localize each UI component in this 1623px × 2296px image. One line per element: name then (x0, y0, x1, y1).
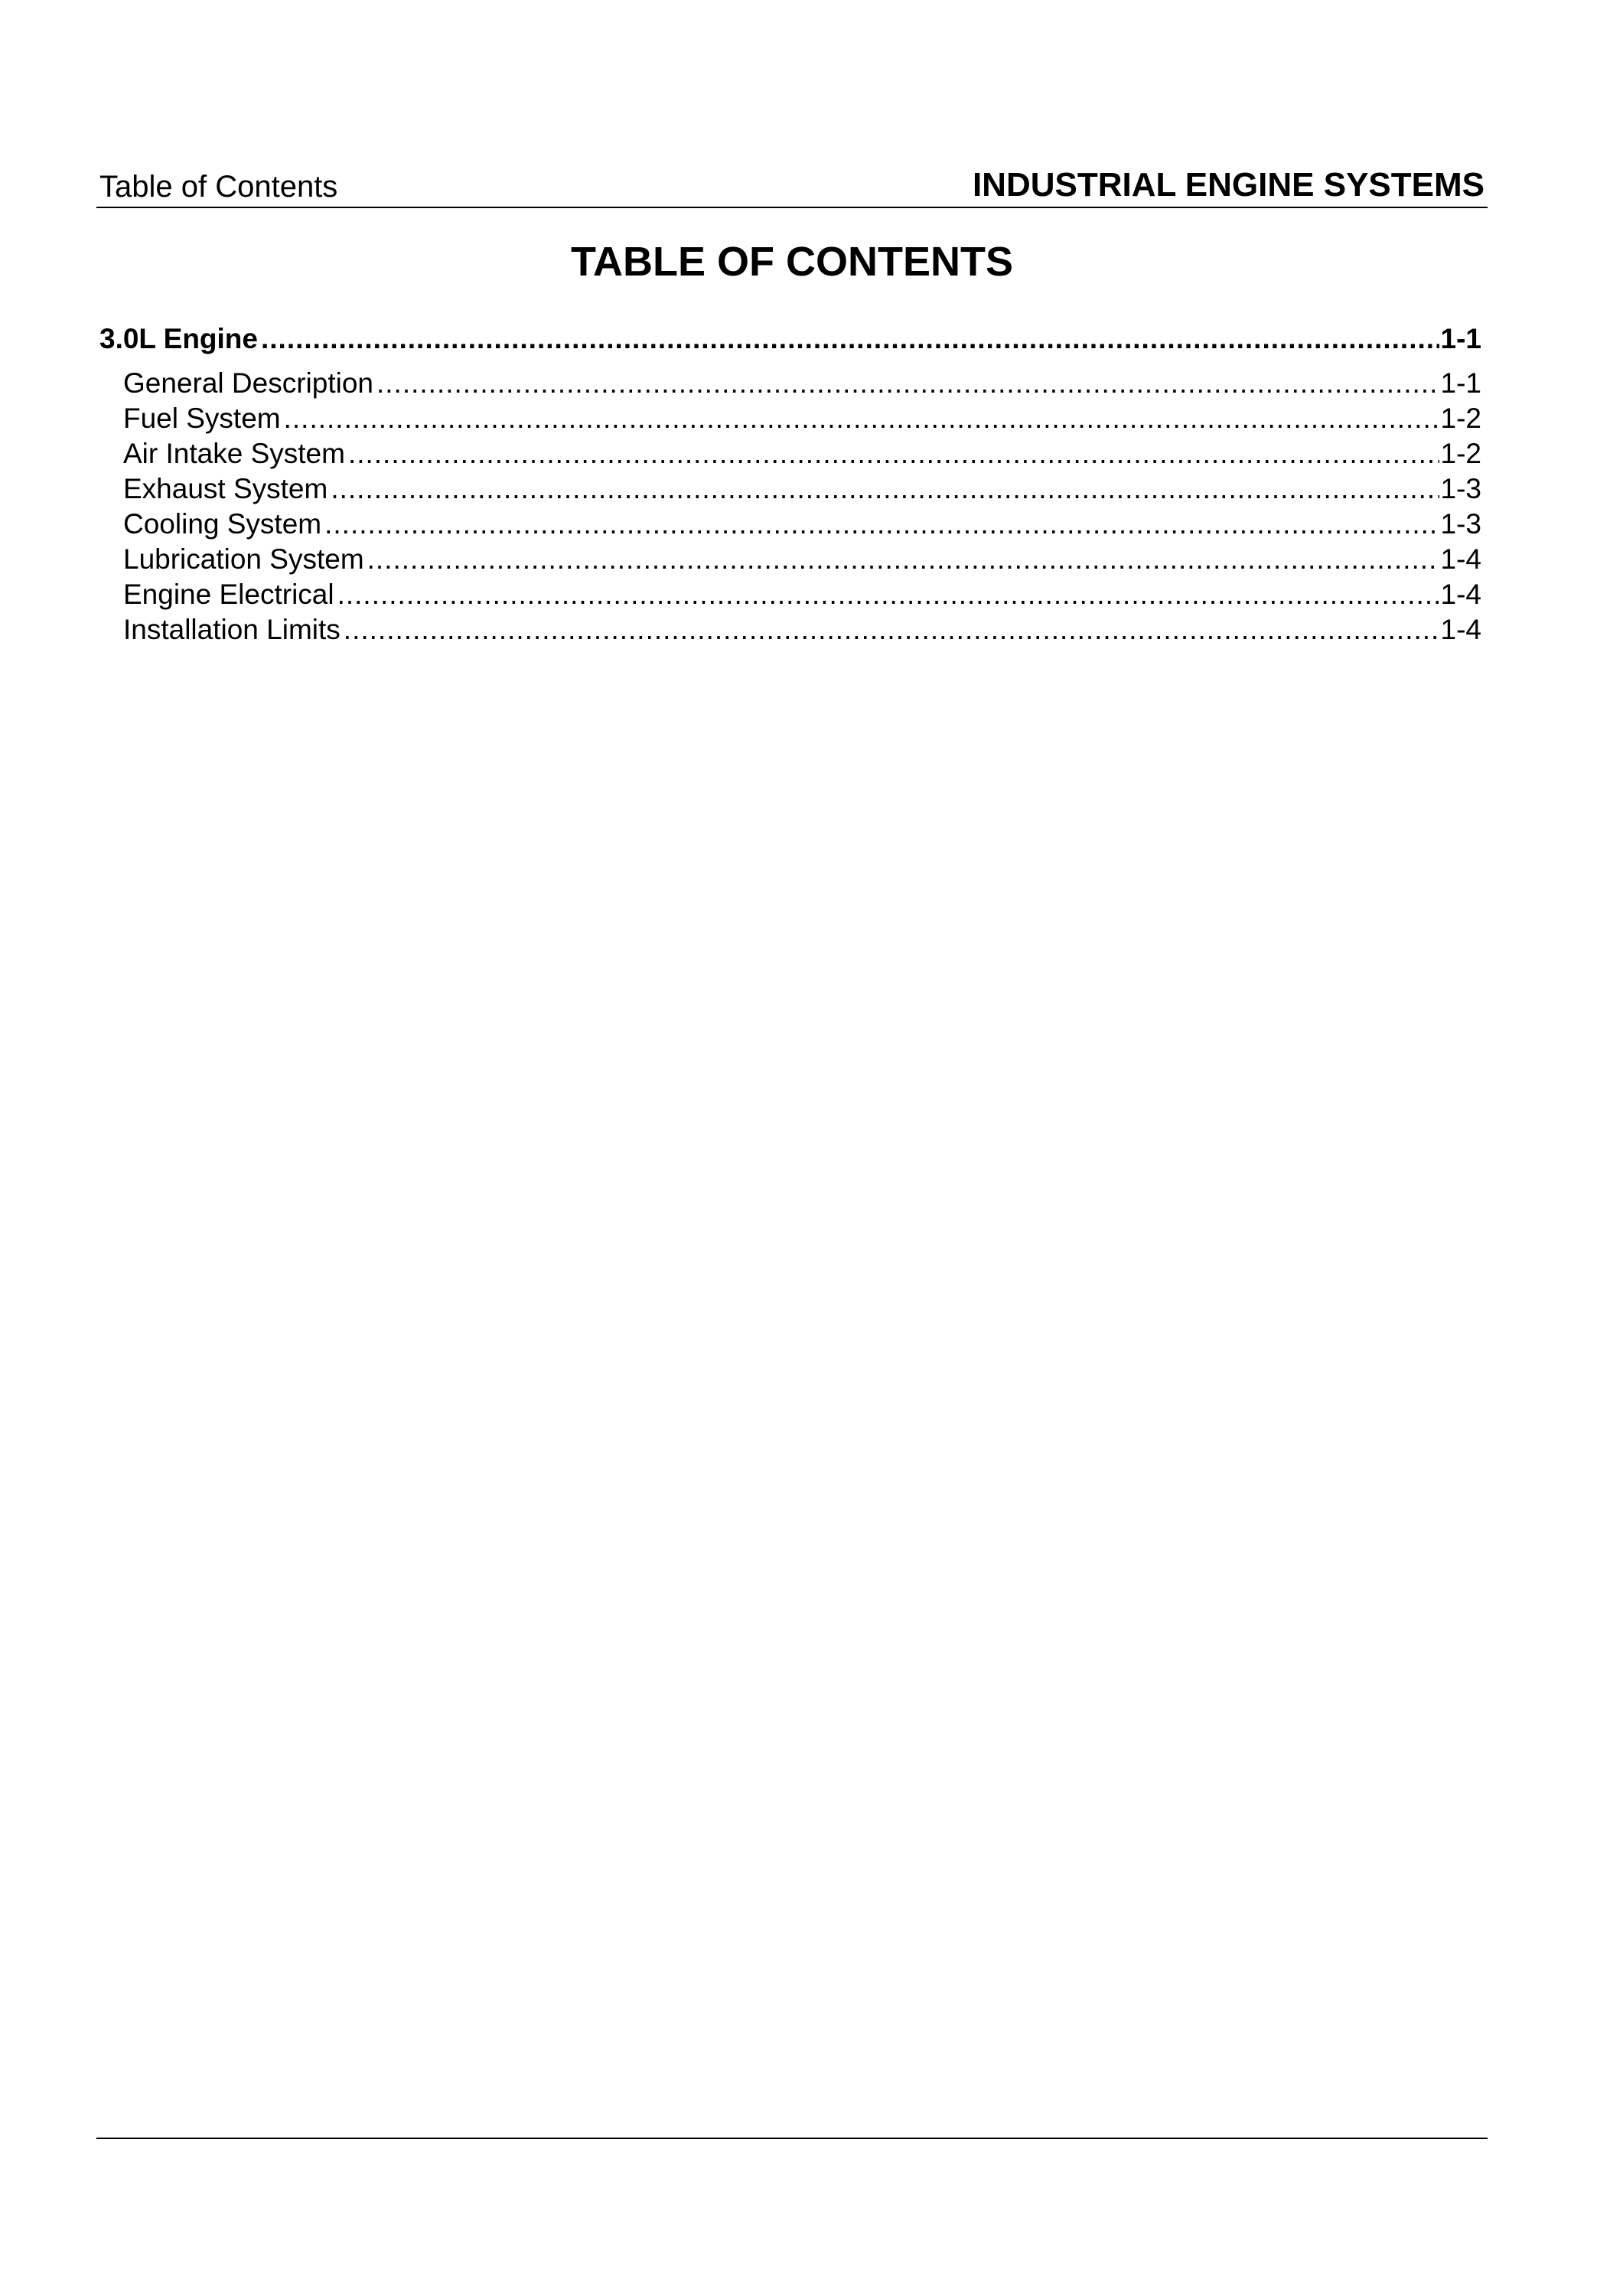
header-section-title: Table of Contents (99, 170, 338, 204)
toc-entry-label: Lubrication System (123, 543, 364, 575)
toc-entry-label: General Description (123, 367, 373, 399)
header-manual-title: INDUSTRIAL ENGINE SYSTEMS (972, 166, 1484, 204)
page-header (96, 161, 1488, 207)
toc-entry-label: Engine Electrical (123, 579, 334, 610)
toc-dot-leader (284, 401, 1439, 436)
toc-entry-label: Fuel System (123, 403, 281, 434)
footer-divider (96, 2138, 1488, 2139)
toc-dot-leader (367, 542, 1439, 577)
page-title: TABLE OF CONTENTS (571, 239, 1013, 285)
toc-chapter-entry[interactable] (99, 321, 1481, 357)
toc-entry-cooling-system[interactable] (99, 507, 1481, 542)
toc-entry-label: Installation Limits (123, 614, 341, 645)
toc-dot-leader (324, 507, 1439, 542)
header-divider (96, 207, 1488, 208)
toc-entry-general-description[interactable] (99, 366, 1481, 401)
toc-entry-page: 1-2 (1440, 403, 1481, 434)
table-of-contents (99, 321, 1481, 647)
toc-entry-label: Air Intake System (123, 438, 345, 469)
toc-entry-page: 1-4 (1440, 614, 1481, 645)
toc-dot-leader (261, 321, 1439, 357)
toc-entry-label: Exhaust System (123, 473, 328, 504)
toc-entry-page: 1-4 (1440, 579, 1481, 610)
toc-entry-page: 1-2 (1440, 438, 1481, 469)
toc-dot-leader (331, 471, 1439, 507)
toc-dot-leader (344, 612, 1439, 647)
toc-entry-installation-limits[interactable] (99, 612, 1481, 647)
toc-entry-lubrication-system[interactable] (99, 542, 1481, 577)
toc-dot-leader (337, 577, 1439, 612)
toc-entry-page: 1-4 (1440, 543, 1481, 575)
toc-entry-exhaust-system[interactable] (99, 471, 1481, 507)
toc-dot-leader (376, 366, 1439, 401)
toc-entry-air-intake-system[interactable] (99, 436, 1481, 471)
toc-entry-page: 1-3 (1440, 473, 1481, 504)
toc-entry-page: 1-1 (1440, 367, 1481, 399)
toc-entry-page: 1-3 (1440, 508, 1481, 540)
toc-entry-fuel-system[interactable] (99, 401, 1481, 436)
toc-entry-engine-electrical[interactable] (99, 577, 1481, 612)
toc-chapter-label: 3.0L Engine (99, 323, 258, 354)
toc-chapter-page: 1-1 (1440, 323, 1481, 354)
toc-entry-label: Cooling System (123, 508, 322, 540)
toc-dot-leader (348, 436, 1439, 471)
